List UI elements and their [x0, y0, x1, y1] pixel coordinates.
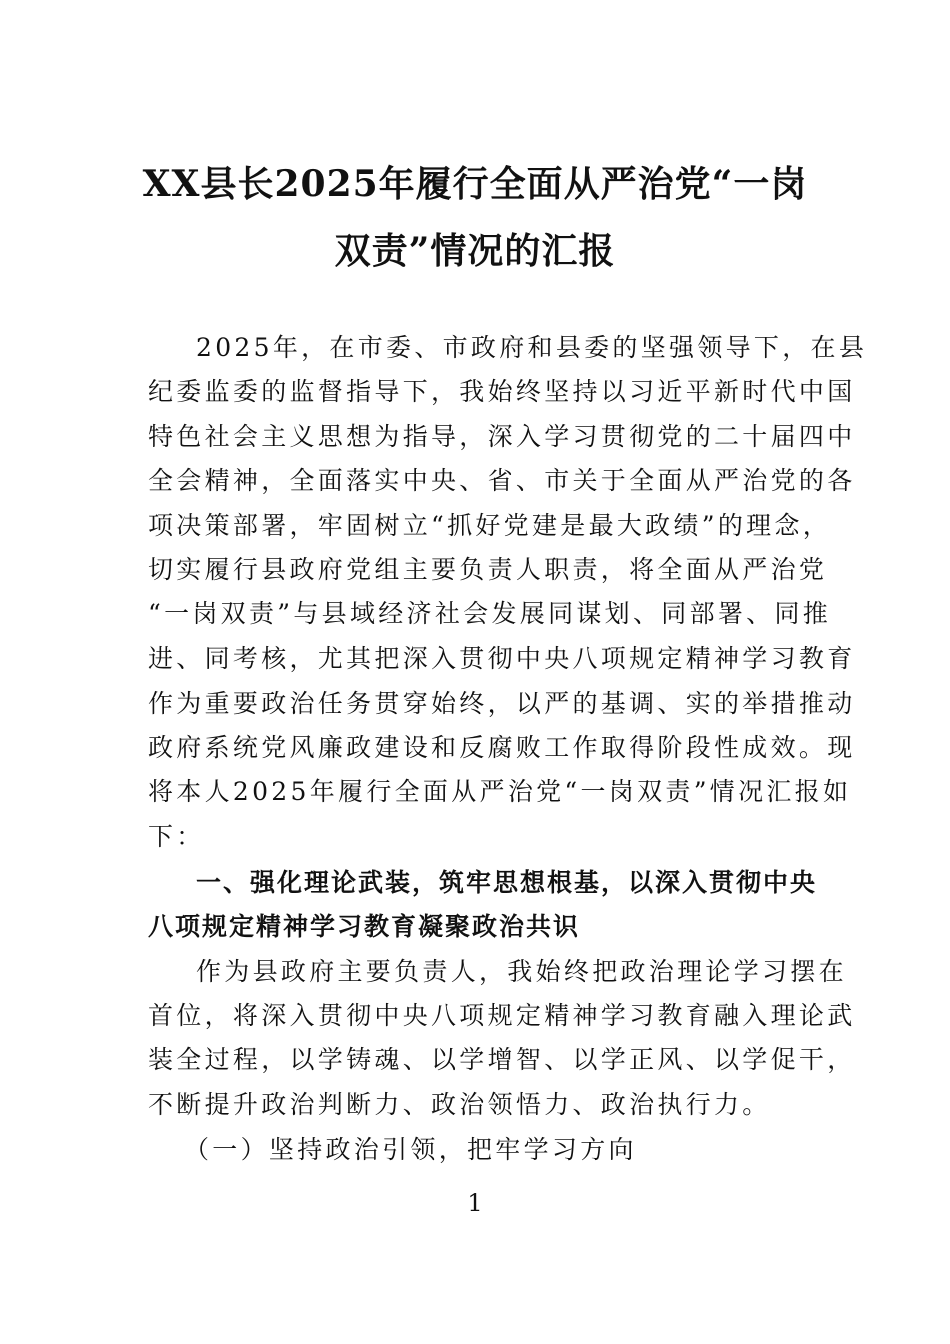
section-1-paragraph-line: 首位，将深入贯彻中央八项规定精神学习教育融入理论武	[148, 1001, 856, 1030]
section-1-paragraph-line: 作为县政府主要负责人，我始终把政治理论学习摆在	[196, 957, 847, 986]
section-1-paragraph-line: 装全过程，以学铸魂、以学增智、以学正风、以学促干，	[148, 1045, 856, 1074]
intro-paragraph-line: 将本人2025年履行全面从严治党“一岗双责”情况汇报如	[148, 777, 852, 806]
page-number: 1	[467, 1189, 483, 1217]
intro-paragraph-line: 下：	[148, 822, 205, 851]
intro-paragraph-line: 2025年，在市委、市政府和县委的坚强领导下，在县	[196, 333, 868, 362]
section-1-heading-line-1: 一、强化理论武装，筑牢思想根基，以深入贯彻中央	[196, 868, 818, 897]
intro-paragraph-line: 项决策部署，牢固树立“抓好党建是最大政绩”的理念，	[148, 511, 832, 540]
intro-paragraph-line: 政府系统党风廉政建设和反腐败工作取得阶段性成效。现	[148, 733, 856, 762]
subsection-1-heading: （一）坚持政治引领，把牢学习方向	[184, 1135, 637, 1164]
intro-paragraph-line: 特色社会主义思想为指导，深入学习贯彻党的二十届四中	[148, 422, 856, 451]
document-title-line-1: XX县长2025年履行全面从严治党“一岗	[142, 163, 808, 205]
intro-paragraph-line: 全会精神，全面落实中央、省、市关于全面从严治党的各	[148, 466, 856, 495]
intro-paragraph-line: 纪委监委的监督指导下，我始终坚持以习近平新时代中国	[148, 377, 856, 406]
section-1-heading-line-2: 八项规定精神学习教育凝聚政治共识	[148, 912, 581, 941]
section-1-paragraph-line: 不断提升政治判断力、政治领悟力、政治执行力。	[148, 1090, 771, 1119]
intro-paragraph-line: 进、同考核，尤其把深入贯彻中央八项规定精神学习教育	[148, 644, 856, 673]
intro-paragraph-line: 切实履行县政府党组主要负责人职责，将全面从严治党	[148, 555, 828, 584]
document-title-line-2: 双责”情况的汇报	[334, 230, 616, 272]
intro-paragraph-line: “一岗双责”与县域经济社会发展同谋划、同部署、同推	[148, 599, 832, 628]
intro-paragraph-line: 作为重要政治任务贯穿始终，以严的基调、实的举措推动	[148, 689, 856, 718]
